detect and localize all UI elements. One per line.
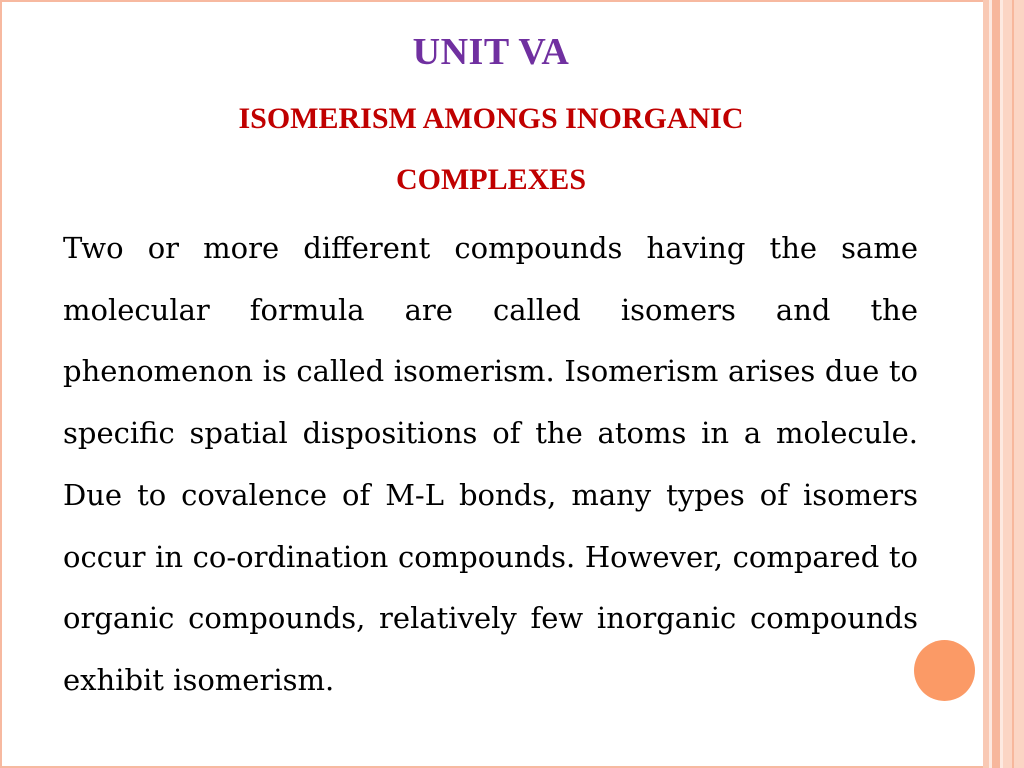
slide-subtitle-line1: ISOMERISM AMONGS INORGANIC [238, 102, 744, 135]
decorative-circle [914, 640, 975, 701]
decorative-band [992, 0, 1000, 768]
decorative-band [1012, 0, 1014, 768]
slide-subtitle-line2: COMPLEXES [395, 163, 587, 196]
unit-title: UNIT VA [412, 31, 570, 73]
body-paragraph: Two or more different compounds having the same molecular formula are called isomers and the phenomenon is called isomerism. Isomerism arises due to specific spatial dispositions of the atoms in a molecule. Due to covalence of M-L bonds, many types of isomers occur in co-ordination compounds. However, compared to organic compounds, relatively few inorganic compounds exhibit isomerism. [63, 231, 918, 697]
